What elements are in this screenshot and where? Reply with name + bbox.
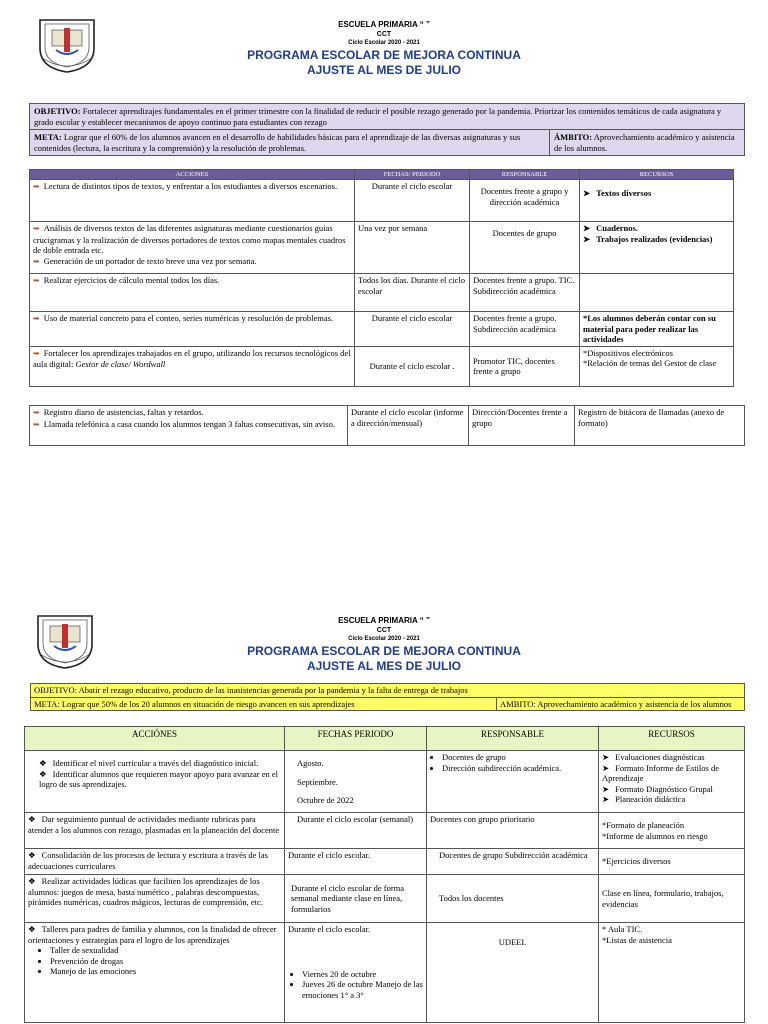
ambito-text: Aprovechamiento académico y asistencia de los alumnos. xyxy=(554,132,735,153)
recursos-cell: Registro de bitácora de llamadas (anexo de formato) xyxy=(575,406,745,446)
acciones-cell xyxy=(30,406,348,446)
recurso-text: Formato Informe de Estilos de Aprendizaje xyxy=(602,762,719,783)
fechas-cell: Una vez por semana xyxy=(355,222,470,274)
accion-text: Identificar el nivel curricular a través del diagnóstico inicial. xyxy=(52,758,259,768)
acciones-cell xyxy=(25,849,285,875)
recursos-cell xyxy=(599,751,745,813)
table-row xyxy=(30,180,734,222)
responsable-item: • Docentes de grupo xyxy=(442,752,595,763)
header-2 xyxy=(0,616,768,674)
school-cycle: Ciclo Escolar 2020 - 2021 xyxy=(348,40,420,46)
arrow-icon: ➥ xyxy=(33,348,40,358)
arrow-bullet-icon: ➤ xyxy=(583,233,591,244)
school-name: ESCUELA PRIMARIA “ ” xyxy=(338,616,430,625)
table-row xyxy=(25,751,745,813)
recurso-text: Evaluaciones diagnósticas xyxy=(615,752,705,762)
accion-text: Dar seguimiento puntual de actividades mediante rubricas para atender a los alumnos con rezago, plasmadas en la planeación del docente xyxy=(28,814,280,835)
recursos-cell: *Ejercicios diversos xyxy=(599,849,745,875)
diamond-bullet-icon: ❖ xyxy=(28,850,36,860)
responsable-cell: Docentes de grupo xyxy=(470,222,580,274)
recursos-cell: *Los alumnos deberán contar con su material para poder realizar las actividades xyxy=(580,312,734,347)
arrow-bullet-icon: ➤ xyxy=(602,794,610,804)
col-fechas-label: FECHAS PERIODO xyxy=(317,729,394,739)
acciones-cell xyxy=(30,274,355,312)
accion-text: Llamada telefónica a casa cuando los alumnos tengan 3 faltas consecutivas, sin aviso. xyxy=(43,418,335,429)
col-acciones: ACCIÓNES xyxy=(25,727,285,751)
recursos-cell xyxy=(580,180,734,222)
table-row xyxy=(30,312,734,347)
col-acciones: ACCIONES xyxy=(30,170,355,180)
responsable-cell: Docentes frente a grupo. Subdirección académica xyxy=(470,312,580,347)
program-subtitle: AJUSTE AL MES DE JULIO xyxy=(306,63,462,77)
recursos-cell: Clase en línea, formulario, trabajos, evidencias xyxy=(599,875,745,923)
objective-label: OBJETIVO: xyxy=(34,106,81,116)
table-row xyxy=(30,406,745,446)
fecha-item: • Jueves 26 de octubre Manejo de las emociones 1° a 3° xyxy=(302,979,423,1000)
table-row xyxy=(25,875,745,923)
arrow-icon: ➥ xyxy=(33,314,40,323)
table-row xyxy=(30,274,734,312)
program-subtitle: AJUSTE AL MES DE JULIO xyxy=(306,659,462,673)
objective-cell: OBJETIVO: Abatir el rezago educativo, producto de las inasistencias generada por la pandemia y la falta de entrega de trabajos xyxy=(31,684,745,698)
responsable-cell: Dirección/Docentes frente a grupo xyxy=(469,406,575,446)
header-1 xyxy=(0,20,768,78)
program-title: PROGRAMA ESCOLAR DE MEJORA CONTINUA xyxy=(247,48,521,62)
meta-cell: META: Lograr que 50% de los 20 alumnos en situación de riesgo avancen en sus aprendizajes xyxy=(31,697,497,711)
acciones-cell xyxy=(25,875,285,923)
accion-text: Fortalecer los aprendizajes trabajados en el grupo, utilizando los recursos tecnológicos del aula digital: xyxy=(33,347,351,369)
responsable-cell: Docentes frente a grupo. TIC. Subdirección académica xyxy=(470,274,580,312)
meta-text: Lograr que el 60% de los alumnos avancen en el desarrollo de habilidades básicas para el aprendizaje de las diversas asignaturas y sus contenidos (lectura, la escritura y la comprensión) y la resolución de problemas. xyxy=(34,132,521,153)
col-responsable: RESPONSABLE xyxy=(470,170,580,180)
arrow-icon: ➥ xyxy=(33,408,40,417)
diamond-bullet-icon: ❖ xyxy=(28,876,36,886)
recurso-text: Textos diversos xyxy=(596,188,652,198)
recurso-text: *Informe de alumnos en riesgo xyxy=(602,830,708,841)
accion-text: Análisis de diversos textos de las diferentes asignaturas mediante cuestionarios guías crucigramas y la realización de diversos portadores de textos como mapas mentales cuadros de doble entrada etc. xyxy=(33,223,346,255)
acciones-cell xyxy=(30,180,355,222)
diamond-bullet-icon: ❖ xyxy=(39,758,47,768)
fecha-item: • Viernes 20 de octubre xyxy=(302,969,423,980)
recurso-text: *Dispositivos electrónicos xyxy=(583,347,673,358)
fechas-cell: Durante el ciclo escolar (semanal) xyxy=(285,813,427,849)
diamond-bullet-icon: ❖ xyxy=(28,814,36,824)
fechas-cell: Durante el ciclo escolar . xyxy=(355,346,470,386)
actions-table-2 xyxy=(24,726,745,1023)
accion-text: Uso de material concreto para el conteo, series numéricas y resolución de problemas. xyxy=(43,313,334,323)
table-row xyxy=(25,923,745,1023)
accion-text: Identificar alumnos que requieren mayor apoyo para avanzar en el logro de sus aprendizajes. xyxy=(39,768,279,789)
ambito-cell xyxy=(550,130,745,156)
fecha-text: Octubre de 2022 xyxy=(297,795,354,805)
recurso-text: Planeación didáctica xyxy=(615,794,686,804)
recurso-text: Formato Diagnóstico Grupal xyxy=(615,783,713,794)
responsable-cell: UDEEI. xyxy=(427,923,599,1023)
fechas-cell xyxy=(285,751,427,813)
recursos-cell xyxy=(580,222,734,274)
school-cct: CCT xyxy=(376,31,392,38)
recursos-cell xyxy=(580,274,734,312)
accion-text: Generación de un portador de texto breve una vez por semana. xyxy=(43,255,257,266)
responsable-cell: Docentes frente a grupo y dirección académica xyxy=(470,180,580,222)
meta-label: META: xyxy=(34,132,62,142)
fechas-cell: Durante el ciclo escolar (informe a dirección/mensual) xyxy=(348,406,469,446)
recurso-text: Cuadernos. xyxy=(596,223,638,233)
responsable-cell: Promotor TIC, docentes frente a grupo xyxy=(470,346,580,386)
objective-table-1 xyxy=(29,103,745,156)
objective-table-2 xyxy=(30,683,745,711)
arrow-bullet-icon: ➤ xyxy=(602,783,610,794)
recursos-cell xyxy=(599,923,745,1023)
arrow-bullet-icon: ➤ xyxy=(602,762,610,773)
recurso-text: *Listas de asistencia xyxy=(602,934,672,945)
recurso-text: *Relación de temas del Gestor de clase xyxy=(583,358,717,368)
objective-text: Fortalecer aprendizajes fundamentales en el primer trimestre con la finalidad de reducir el posible rezago generado por la pandemia. Priorizar los contenidos temáticos de cada asignatura y grado escolar y establecer mecanismos de apoyo continuo para estudiantes con rezago xyxy=(34,106,722,127)
fechas-cell: Durante el ciclo escolar xyxy=(355,180,470,222)
recurso-text: *Formato de planeación xyxy=(602,820,685,830)
arrow-bullet-icon: ➤ xyxy=(602,752,610,762)
acciones-cell xyxy=(30,312,355,347)
fechas-cell: Durante el ciclo escolar xyxy=(355,312,470,347)
arrow-bullet-icon: ➤ xyxy=(583,188,591,198)
col-fechas: FECHAS/ PERIODO xyxy=(355,170,470,180)
fecha-text: Agosto. xyxy=(297,758,324,768)
recurso-text: * Aula TIC. xyxy=(602,924,643,934)
fecha-text: Septiembre. xyxy=(297,776,338,787)
responsable-item: • Dirección subdirección académica. xyxy=(442,763,595,774)
table-row xyxy=(30,346,734,386)
acciones-cell xyxy=(30,346,355,386)
table-row xyxy=(25,849,745,875)
acciones-cell xyxy=(25,923,285,1023)
fechas-cell xyxy=(285,923,427,1023)
arrow-icon: ➥ xyxy=(33,224,40,233)
school-cycle: Ciclo Escolar 2020 - 2021 xyxy=(348,636,420,642)
program-title: PROGRAMA ESCOLAR DE MEJORA CONTINUA xyxy=(247,644,521,658)
fechas-cell: Durante el ciclo escolar de forma semanal mediante clase en línea, formularios xyxy=(285,875,427,923)
accion-text: Consolidación de los procesos de lectura y escritura a través de las adecuaciones curriculares xyxy=(28,850,268,871)
accion-text: Talleres para padres de familia y alumnos, con la finalidad de ofrecer orientaciones y estrategias para el logro de los aprendizajes xyxy=(28,924,277,945)
table-row xyxy=(25,813,745,849)
ambito-label: ÁMBITO: xyxy=(554,132,593,142)
ambito-cell: AMBITO: Aprovechamiento académico y asistencia de los alumnos xyxy=(497,697,745,711)
taller-item: • Prevención de drogas xyxy=(50,956,281,967)
arrow-bullet-icon: ➤ xyxy=(583,223,591,233)
table-row xyxy=(30,222,734,274)
attendance-table xyxy=(29,405,745,446)
accion-text: Registro diario de asistencias, faltas y retardos. xyxy=(43,407,204,417)
accion-text: Realizar actividades lúdicas que faciliten los aprendizajes de los alumnos: juegos de mesa, basta numérico , palabras descompuestas, pirámides numéricas, cuadros mágicos, lecturas de comprensión, etc. xyxy=(28,876,263,907)
fechas-cell: Durante el ciclo escolar. xyxy=(285,849,427,875)
col-recursos: RECURSOS xyxy=(599,727,745,751)
responsable-cell: Todos los docentes xyxy=(427,875,599,923)
taller-item: • Manejo de las emociones xyxy=(50,966,281,977)
col-responsable: RESPONSABLE xyxy=(427,727,599,751)
accion-text: Realizar ejercicios de cálculo mental todos los días. xyxy=(43,275,220,285)
diamond-bullet-icon: ❖ xyxy=(39,768,47,779)
fecha-text: Durante el ciclo escolar. xyxy=(288,924,371,934)
responsable-cell: Docentes de grupo Subdirección académica xyxy=(427,849,599,875)
accion-text: Lectura de distintos tipos de textos, y enfrentar a los estudiantes a diversos escenarios. xyxy=(43,181,338,191)
taller-item: • Taller de sexualidad xyxy=(50,945,281,956)
acciones-cell xyxy=(25,813,285,849)
school-name: ESCUELA PRIMARIA “ ” xyxy=(338,20,430,29)
responsable-cell: Docentes con grupo prioritario xyxy=(427,813,599,849)
school-cct: CCT xyxy=(376,627,392,634)
arrow-icon: ➥ xyxy=(33,419,40,429)
meta-cell xyxy=(30,130,550,156)
fechas-cell: Todos los días. Durante el ciclo escolar xyxy=(355,274,470,312)
diamond-bullet-icon: ❖ xyxy=(28,924,36,934)
actions-table-1 xyxy=(29,169,734,387)
arrow-icon: ➥ xyxy=(33,276,40,285)
col-recursos: RECURSOS xyxy=(580,170,734,180)
recursos-cell xyxy=(580,346,734,386)
responsable-cell xyxy=(427,751,599,813)
objective-cell xyxy=(30,104,745,130)
acciones-cell xyxy=(30,222,355,274)
arrow-icon: ➥ xyxy=(33,182,40,191)
recurso-text: Trabajos realizados (evidencias) xyxy=(596,233,713,244)
recursos-cell xyxy=(599,813,745,849)
acciones-cell xyxy=(25,751,285,813)
col-fechas xyxy=(285,727,427,751)
arrow-icon: ➥ xyxy=(33,256,40,266)
accion-italic-text: Gestor de clase/ Wordwall xyxy=(75,359,166,369)
